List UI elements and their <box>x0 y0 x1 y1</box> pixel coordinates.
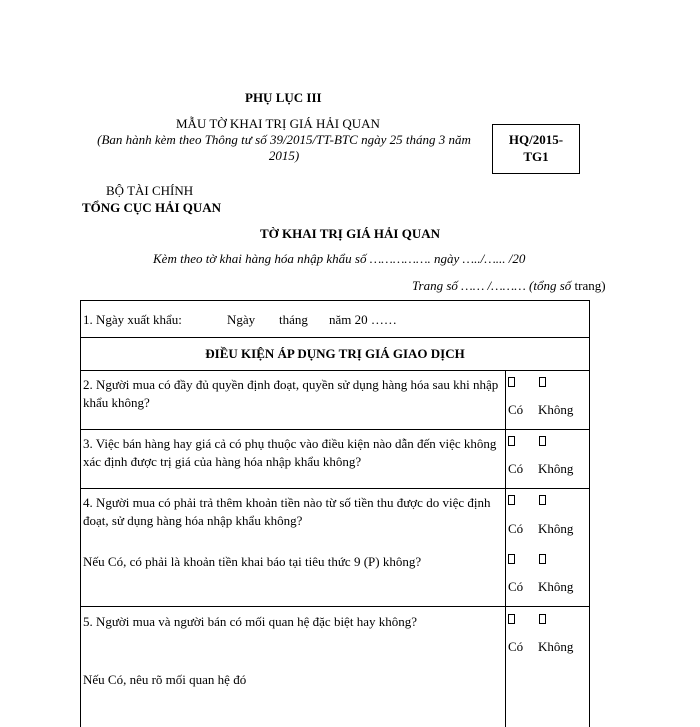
no-checkbox[interactable] <box>539 495 546 505</box>
export-date-month: tháng <box>279 312 308 327</box>
column-divider <box>505 371 506 429</box>
column-divider <box>505 489 506 606</box>
question-3-row <box>81 430 589 489</box>
section-header-row: ĐIỀU KIỆN ÁP DỤNG TRỊ GIÁ GIAO DỊCH <box>81 338 589 371</box>
question-4-row <box>81 489 589 607</box>
no-checkbox[interactable] <box>539 436 546 446</box>
issued-line-1: (Ban hành kèm theo Thông tư số 39/2015/TT-BTC ngày 25 tháng 3 năm <box>97 132 471 147</box>
issued-line-2: 2015) <box>268 148 300 163</box>
no-label: Không <box>538 521 574 536</box>
yes-checkbox[interactable] <box>508 377 515 387</box>
yes-checkbox[interactable] <box>508 614 515 624</box>
appendix-label: PHỤ LỤC III <box>245 90 322 105</box>
export-date-label: 1. Ngày xuất khẩu: <box>83 312 182 327</box>
question-5-sub-text: Nếu Có, nêu rõ mối quan hệ đó <box>83 672 247 687</box>
declaration-title: TỜ KHAI TRỊ GIÁ HẢI QUAN <box>260 226 440 241</box>
page-number-suffix: trang) <box>574 278 606 293</box>
ministry-name: BỘ TÀI CHÍNH <box>106 183 194 198</box>
question-4-text: 4. Người mua có phải trả thêm khoản tiền nào từ số tiền thu được do việc định đoạt, sử dụng hàng hóa nhập khẩu không? <box>83 495 491 528</box>
yes-label: Có <box>508 579 524 594</box>
no-label: Không <box>538 461 574 476</box>
column-divider <box>505 607 506 727</box>
question-5-text: 5. Người mua và người bán có mối quan hệ đặc biệt hay không? <box>83 614 417 629</box>
form-code-box <box>492 124 580 174</box>
issued-note <box>84 132 484 164</box>
department-name: TỔNG CỤC HẢI QUAN <box>82 200 222 215</box>
no-checkbox[interactable] <box>539 614 546 624</box>
question-3-text: 3. Việc bán hàng hay giá cả có phụ thuộc vào điều kiện nào dẫn đến việc không xác định được trị giá của hàng hóa nhập khẩu không? <box>83 436 497 469</box>
valuation-table <box>80 300 590 727</box>
form-title: MẪU TỜ KHAI TRỊ GIÁ HẢI QUAN <box>176 116 380 131</box>
question-2-row <box>81 371 589 430</box>
export-date-row <box>81 301 589 338</box>
question-4-sub-text: Nếu Có, có phải là khoản tiền khai báo tại tiêu thức 9 (P) không? <box>83 554 422 569</box>
no-checkbox[interactable] <box>539 377 546 387</box>
yes-label: Có <box>508 639 524 654</box>
yes-checkbox[interactable] <box>508 436 515 446</box>
yes-checkbox[interactable] <box>508 495 515 505</box>
no-label: Không <box>538 579 574 594</box>
attached-declaration-line: Kèm theo tờ khai hàng hóa nhập khẩu số ……………. ngày …../…... /20 <box>153 251 526 266</box>
no-checkbox[interactable] <box>539 554 546 564</box>
form-code-line-2: TG1 <box>523 149 549 164</box>
page-number-prefix: Trang số …… /……… (tổng số <box>412 278 572 293</box>
yes-label: Có <box>508 521 524 536</box>
question-2-text: 2. Người mua có đầy đủ quyền định đoạt, quyền sử dụng hàng hóa sau khi nhập khẩu không? <box>83 377 499 410</box>
yes-checkbox[interactable] <box>508 554 515 564</box>
page-number-line <box>412 278 606 294</box>
column-divider <box>505 430 506 488</box>
export-date-day: Ngày <box>227 312 256 327</box>
yes-label: Có <box>508 461 524 476</box>
export-date-year: năm 20 …… <box>329 312 397 327</box>
yes-label: Có <box>508 402 524 417</box>
no-label: Không <box>538 402 574 417</box>
question-5-row <box>81 607 589 727</box>
form-code-line-1: HQ/2015- <box>508 132 564 147</box>
no-label: Không <box>538 639 574 654</box>
